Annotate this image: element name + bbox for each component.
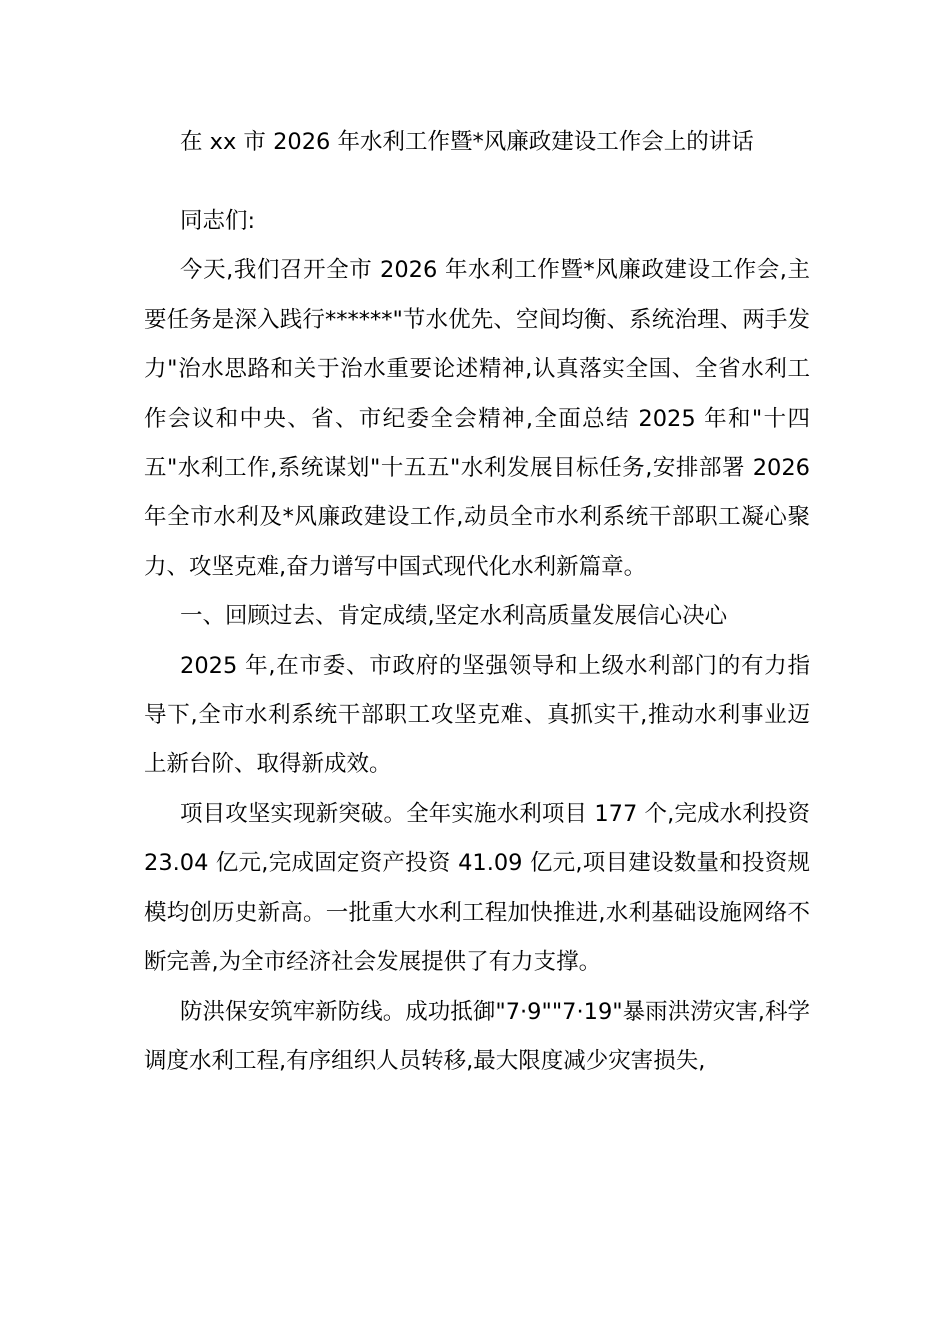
salutation: 同志们: xyxy=(180,208,256,234)
body-paragraph: 项目攻坚实现新突破。全年实施水利项目 177 个,完成水利投资 23.04 亿元,完成固定资产投资 41.09 亿元,项目建设数量和投资规模均创历史新高。一批重大水利工程加快推进,水利基础设施网络不断完善,为全市经济社会发展提供了有力支撑。 xyxy=(144,800,810,976)
body-paragraph: 今天,我们召开全市 2026 年水利工作暨*风廉政建设工作会,主要任务是深入践行******"节水优先、空间均衡、系统治理、两手发力"治水思路和关于治水重要论述精神,认真落实全国、全省水利工作会议和中央、省、市纪委全会精神,全面总结 2025 年和"十四五"水利工作,系统谋划"十五五"水利发展目标任务,安排部署 2026 年全市水利及*风廉政建设工作,动员全市水利系统干部职工凝心聚力、攻坚克难,奋力谱写中国式现代化水利新篇章。 xyxy=(144,257,810,580)
document-title: 在 xx 市 2026 年水利工作暨*风廉政建设工作会上的讲话 xyxy=(180,129,754,155)
section-heading: 一、回顾过去、肯定成绩,坚定水利高质量发展信心决心 xyxy=(180,603,728,630)
body-paragraph: 2025 年,在市委、市政府的坚强领导和上级水利部门的有力指导下,全市水利系统干部职工攻坚克难、真抓实干,推动水利事业迈上新台阶、取得新成效。 xyxy=(144,652,810,778)
body-paragraph: 防洪保安筑牢新防线。成功抵御"7·9""7·19"暴雨洪涝灾害,科学调度水利工程,有序组织人员转移,最大限度减少灾害损失, xyxy=(144,998,810,1074)
document-body xyxy=(144,197,810,1086)
